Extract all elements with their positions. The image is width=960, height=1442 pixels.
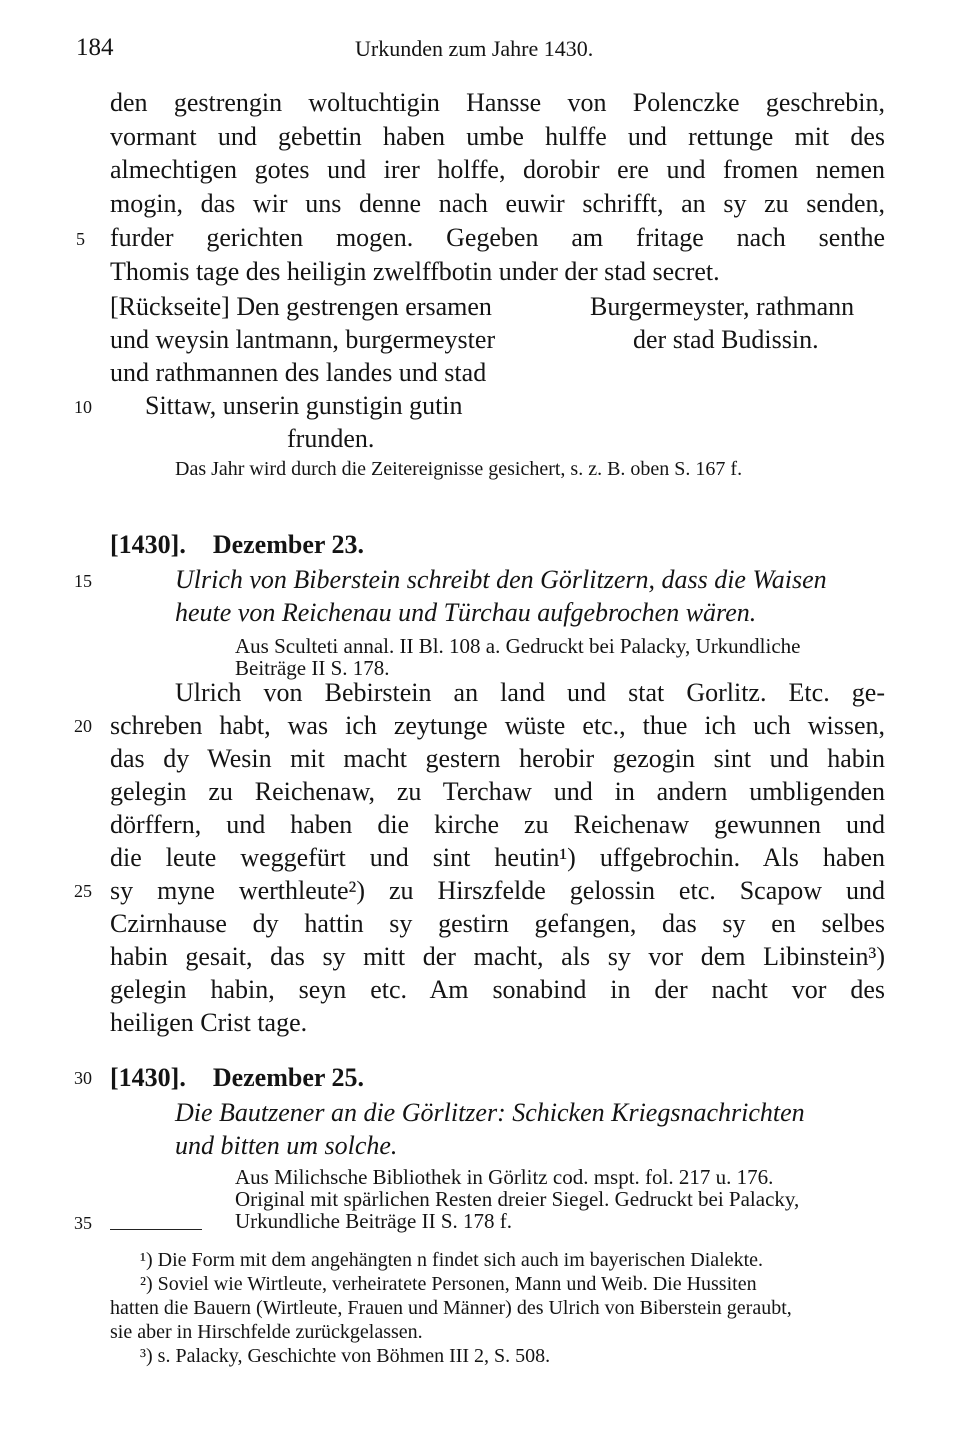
entry-summary-line: Ulrich von Biberstein schreibt den Görlitzern, dass die Waisen [175, 565, 827, 594]
entry-source-line: Original mit spärlichen Resten dreier Siegel. Gedruckt bei Palacky, [235, 1187, 800, 1211]
footnote-line: ¹) Die Form mit dem angehängten n findet sich auch im bayerischen Dialekte. [140, 1249, 764, 1271]
address-right-line: der stad Budissin. [633, 325, 819, 354]
entry-text-line: Ulrich von Bebirstein an land und stat Gorlitz. Etc. ge- [175, 678, 885, 707]
entry-year: [1430]. [110, 1063, 186, 1092]
line-number: 25 [74, 881, 92, 901]
entry-text-line: heiligen Crist tage. [110, 1008, 308, 1037]
line-number: 15 [74, 571, 92, 591]
entry-date: Dezember 23. [212, 530, 364, 559]
running-title: Urkunden zum Jahre 1430. [355, 36, 594, 61]
entry-summary-line: Die Bautzener an die Görlitzer: Schicken Kriegsnachrichten [175, 1098, 805, 1127]
entry-text-line: habin gesait, das sy mitt der macht, als sy vor dem Libinstein³) [110, 942, 885, 971]
letter1-line: almechtigen gotes und irer holffe, dorobir ere und fromen nemen [110, 155, 885, 184]
letter1-line: furder gerichten mogen. Gegeben am fritage nach senthe [110, 223, 885, 252]
letter1-line: mogin, das wir uns denne nach euwir schrifft, an sy zu senden, [110, 189, 885, 218]
line-number: 20 [74, 716, 92, 736]
line-number: 30 [74, 1068, 92, 1088]
entry-text-line: sy myne werthleute²) zu Hirszfelde gelossin etc. Scapow und [110, 876, 885, 905]
letter1-line: vormant und gebettin haben umbe hulffe und rettunge mit des [110, 122, 885, 151]
entry-source-line: Aus Milichsche Bibliothek in Görlitz cod. mspt. fol. 217 u. 176. [235, 1165, 774, 1189]
footnote-line: ²) Soviel wie Wirtleute, verheiratete Personen, Mann und Weib. Die Hussiten [140, 1273, 757, 1295]
entry-source-line: Aus Sculteti annal. II Bl. 108 a. Gedruckt bei Palacky, Urkundliche [235, 634, 801, 658]
footnote-line: hatten die Bauern (Wirtleute, Frauen und Männer) des Ulrich von Biberstein geraubt, [110, 1297, 792, 1319]
footnote-line: ³) s. Palacky, Geschichte von Böhmen III 2, S. 508. [140, 1345, 551, 1367]
entry-text-line: gelegin habin, seyn etc. Am sonabind in der nacht vor des [110, 975, 885, 1004]
entry-text-line: gelegin zu Reichenaw, zu Terchaw und in andern umbligenden [110, 777, 885, 806]
line-number: 10 [74, 397, 92, 417]
entry-source-line: Urkundliche Beiträge II S. 178 f. [235, 1209, 513, 1233]
address-left-line: und weysin lantmann, burgermeyster [110, 325, 496, 354]
entry-date: Dezember 25. [212, 1063, 364, 1092]
entry-text-line: die leute weggefürt und sint heutin¹) uffgebrochin. Als haben [110, 843, 885, 872]
letter1-line: Thomis tage des heiligin zwelffbotin under der stad secret. [110, 257, 720, 286]
address-left-line: Sittaw, unserin gunstigin gutin [145, 391, 463, 420]
footnote-rule [110, 1229, 202, 1230]
address-left-line: und rathmannen des landes und stad [110, 358, 487, 387]
entry-summary-line: heute von Reichenau und Türchau aufgebrochen wären. [175, 598, 757, 627]
entry-year: [1430]. [110, 530, 186, 559]
entry-heading [110, 1063, 364, 1093]
entry-heading [110, 530, 364, 560]
editorial-note: Das Jahr wird durch die Zeitereignisse gesichert, s. z. B. oben S. 167 f. [175, 458, 743, 480]
letter1-line: den gestrengin woltuchtigin Hansse von Polenczke geschrebin, [110, 88, 885, 117]
line-number: 5 [76, 229, 85, 249]
entry-text-line: dörffern, und haben die kirche zu Reichenaw gewunnen und [110, 810, 885, 839]
entry-source-line: Beiträge II S. 178. [235, 656, 390, 680]
address-left-line: [Rückseite] Den gestrengen ersamen [110, 292, 492, 321]
entry-text-line: das dy Wesin mit macht gestern herobir gezogin sint und habin [110, 744, 885, 773]
line-number: 35 [74, 1213, 92, 1233]
entry-text-line: schreben habt, was ich zeytunge wüste etc., thue ich uch wissen, [110, 711, 885, 740]
address-left-line: frunden. [287, 424, 375, 453]
entry-text-line: Czirnhause dy hattin sy gestirn gefangen, das sy en selbes [110, 909, 885, 938]
footnote-line: sie aber in Hirschfelde zurückgelassen. [110, 1321, 423, 1343]
page-number: 184 [76, 34, 114, 61]
address-right-line: Burgermeyster, rathmann [590, 292, 855, 321]
entry-summary-line: und bitten um solche. [175, 1131, 398, 1160]
